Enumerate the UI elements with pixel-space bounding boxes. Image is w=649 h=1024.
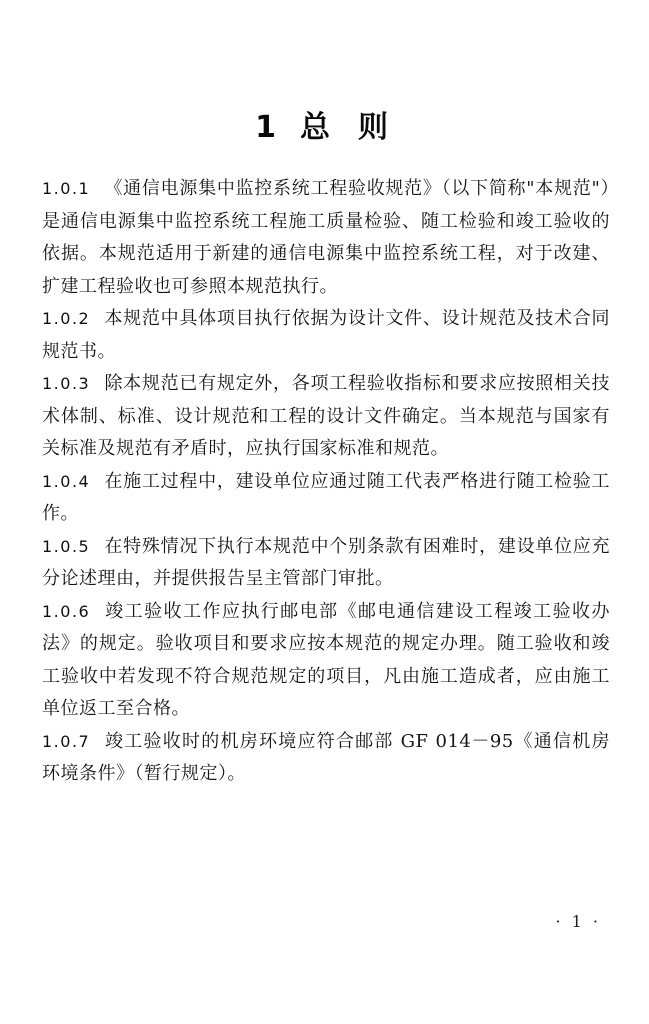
clause-number: 1.0.3: [42, 374, 91, 393]
clause-text: 《通信电源集中监控系统工程验收规范》（以下简称"本规范"）是通信电源集中监控系统工程施工质量检验、随工检验和竣工验收的依据。本规范适用于新建的通信电源集中监控系统工程，对于改建、扩建工程验收也可参照本规范执行。: [42, 178, 610, 297]
chapter-title: [0, 102, 649, 146]
chapter-title-word-2: 则: [357, 110, 394, 146]
page-number: · 1 ·: [555, 912, 601, 931]
clause-1-0-6: [42, 596, 610, 726]
clause-number: 1.0.1: [42, 179, 91, 198]
clause-1-0-5: [42, 531, 610, 596]
clause-number: 1.0.4: [42, 471, 91, 491]
clause-1-0-7: [42, 726, 610, 791]
clause-list: [42, 173, 610, 791]
clause-text: 在施工过程中，建设单位应通过随工代表严格进行随工检验工作。: [42, 470, 610, 524]
clause-text: 竣工验收工作应执行邮电部《邮电通信建设工程竣工验收办法》的规定。验收项目和要求应按本规范的规定办理。随工验收和竣工验收中若发现不符合规范规定的项目，凡由施工造成者，应由施工单位返工至合格。: [42, 600, 610, 719]
clause-1-0-3: [42, 368, 610, 466]
clause-text: 在特殊情况下执行本规范中个别条款有困难时，建设单位应充分论述理由，并提供报告呈主管部门审批。: [42, 535, 610, 589]
clause-number: 1.0.5: [42, 536, 91, 556]
clause-number: 1.0.7: [42, 731, 91, 751]
clause-number: 1.0.6: [42, 601, 91, 621]
clause-text: 除本规范已有规定外，各项工程验收指标和要求应按照相关技术体制、标准、设计规范和工程的设计文件确定。当本规范与国家有关标准及规范有矛盾时，应执行国家标准和规范。: [42, 373, 610, 459]
clause-number: 1.0.2: [42, 309, 91, 328]
chapter-number: 1: [255, 110, 282, 146]
clause-1-0-2: [42, 303, 610, 368]
chapter-title-word-1: 总: [299, 110, 336, 146]
clause-text: 本规范中具体项目执行依据为设计文件、设计规范及技术合同规范书。: [42, 308, 610, 362]
clause-1-0-1: [42, 173, 610, 303]
clause-1-0-4: [42, 466, 610, 531]
clause-text: 竣工验收时的机房环境应符合邮部 GF 014－95《通信机房环境条件》（暂行规定）。: [42, 730, 610, 784]
